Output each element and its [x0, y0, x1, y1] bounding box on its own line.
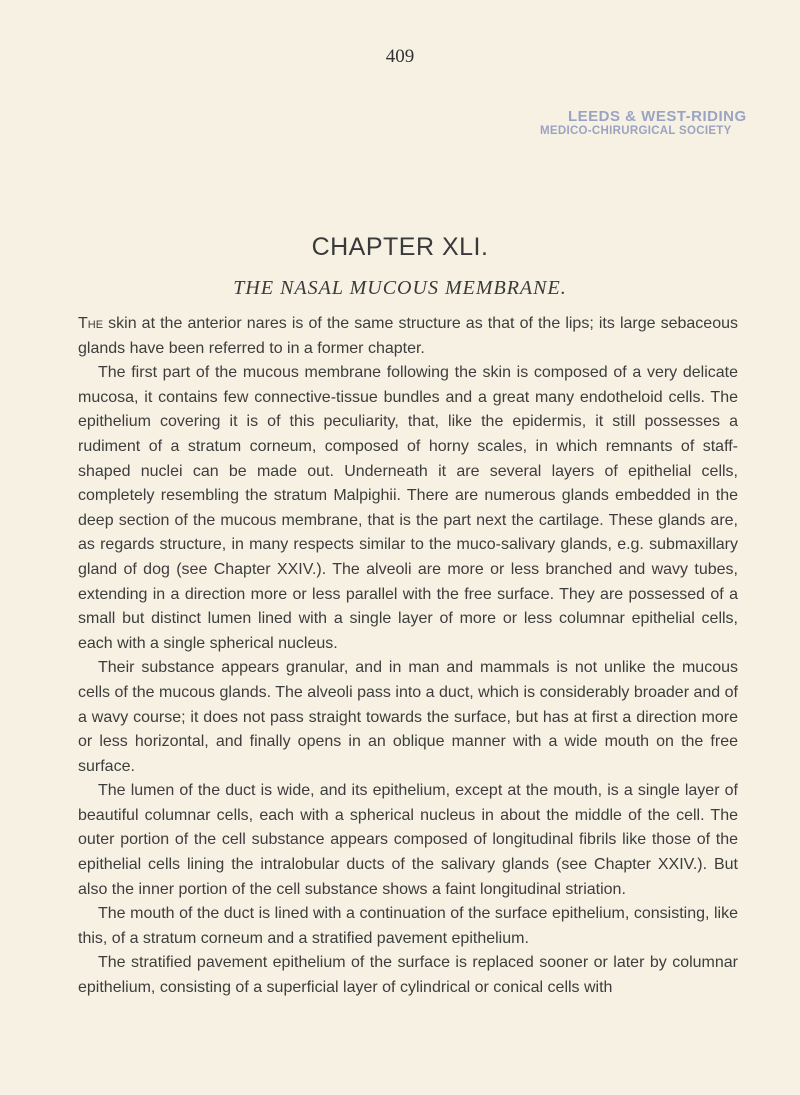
chapter-subtitle: THE NASAL MUCOUS MEMBRANE. — [233, 277, 567, 299]
stamp-line-1: LEEDS & WEST-RIDING — [568, 108, 747, 125]
paragraph-5: The mouth of the duct is lined with a continuation of the surface epithelium, consisting, like this, of a stratum corneum and a stratified pavement epithelium. — [78, 905, 738, 947]
stamp-line-2: MEDICO-CHIRURGICAL SOCIETY — [540, 125, 732, 138]
paragraph-3: Their substance appears granular, and in man and mammals is not unlike the mucous cells of the mucous glands. The alveoli pass into a duct, which is considerably broader and of a wavy course; it does not pass straight towards the surface, but has at first a direction more or less horizontal, and finally opens in an oblique manner with a wide mouth on the free surface. — [78, 659, 738, 775]
paragraph-4: The lumen of the duct is wide, and its epithelium, except at the mouth, is a single layer of beautiful columnar cells, each with a spherical nucleus in about the middle of the cell. The outer portion of the cell substance appears composed of longitudinal fibrils like those of the epithelial cells lining the intralobular ducts of the salivary glands (see Chapter XXIV.). But also the inner portion of the cell substance shows a faint longitudinal striation. — [78, 782, 738, 898]
library-stamp — [540, 108, 770, 138]
paragraph-6: The stratified pavement epithelium of the surface is replaced sooner or later by columnar epithelium, consisting of a superficial layer of cylindrical or conical cells with — [78, 954, 738, 997]
paragraph-lead-word: The — [78, 315, 104, 332]
chapter-title: CHAPTER XLI. — [311, 233, 489, 261]
paragraph-1 — [78, 312, 738, 361]
page-number: 409 — [385, 46, 415, 67]
paragraph-2: The first part of the mucous membrane following the skin is composed of a very delicate mucosa, it contains few connective-tissue bundles and a great many endotheloid cells. The epithelium covering it is of this peculiarity, that, like the epidermis, it still possesses a rudiment of a stratum corneum, composed of horny scales, in which remnants of staff-shaped nuclei can be made out. Underneath it are several layers of epithelial cells, completely resembling the stratum Malpighii. There are numerous glands embedded in the deep section of the mucous membrane, that is the part next the cartilage. These glands are, as regards structure, in many respects similar to the muco-salivary glands, e.g. submaxillary gland of dog (see Chapter XXIV.). The alveoli are more or less branched and wavy tubes, extending in a direction more or less parallel with the free surface. They are possessed of a small but distinct lumen lined with a single layer of more or less columnar epithelial cells, each with a single spherical nucleus. — [78, 364, 738, 652]
body-text — [78, 312, 738, 1001]
paragraph-1-text: skin at the anterior nares is of the same structure as that of the lips; its large sebaceous glands have been referred to in a former chapter. — [78, 315, 738, 357]
